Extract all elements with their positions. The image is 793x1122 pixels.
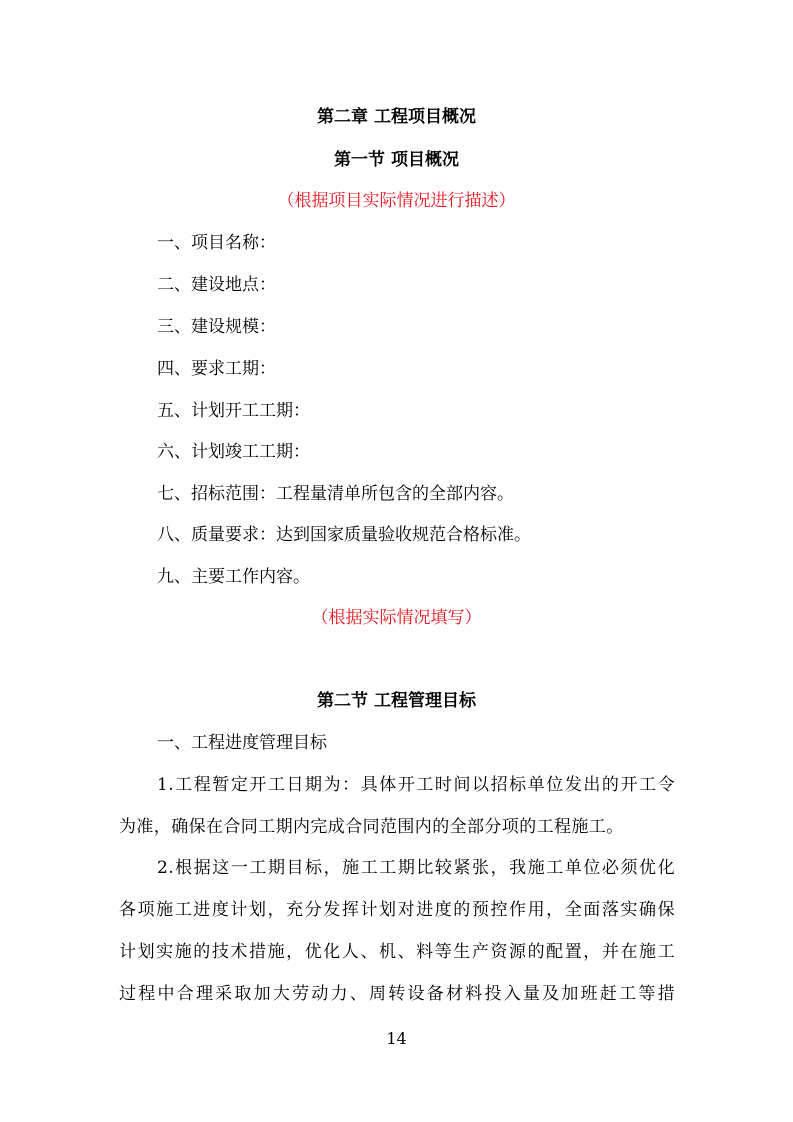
list-item-bid-scope: 七、招标范围：工程量清单所包含的全部内容。 — [157, 484, 514, 504]
list-item-construction-site: 二、建设地点： — [157, 275, 276, 295]
describe-note: （根据项目实际情况进行描述） — [277, 191, 516, 211]
paragraph-line: 各项施工进度计划，充分发挥计划对进度的预控作用，全面落实确保 — [119, 900, 675, 920]
page-number: 14 — [386, 1029, 407, 1048]
list-item-planned-start: 五、计划开工工期： — [157, 401, 310, 421]
section-title-management-goals: 第二节 工程管理目标 — [317, 691, 476, 711]
section-title-project-overview: 第一节 项目概况 — [334, 150, 459, 170]
list-item-project-name: 一、项目名称： — [157, 233, 276, 253]
list-item-required-duration: 四、要求工期： — [157, 359, 276, 379]
list-item-main-work: 九、主要工作内容。 — [157, 567, 310, 587]
list-item-quality-requirement: 八、质量要求：达到国家质量验收规范合格标准。 — [157, 525, 531, 545]
paragraph-line: 2.根据这一工期目标，施工工期比较紧张，我施工单位必须优化 — [157, 858, 675, 878]
paragraph-line: 为准，确保在合同工期内完成合同范围内的全部分项的工程施工。 — [119, 817, 624, 837]
chapter-title: 第二章 工程项目概况 — [317, 107, 476, 127]
paragraph-line: 过程中合理采取加大劳动力、周转设备材料投入量及加班赶工等措 — [119, 984, 675, 1004]
fill-note: （根据实际情况填写） — [311, 608, 482, 628]
subsection-title-schedule-goal: 一、工程进度管理目标 — [157, 733, 327, 753]
paragraph-line: 1.工程暂定开工日期为：具体开工时间以招标单位发出的开工令 — [157, 775, 675, 795]
list-item-planned-completion: 六、计划竣工工期： — [157, 442, 310, 462]
list-item-construction-scale: 三、建设规模： — [157, 317, 276, 337]
paragraph-line: 计划实施的技术措施，优化人、机、料等生产资源的配置，并在施工 — [119, 942, 675, 962]
